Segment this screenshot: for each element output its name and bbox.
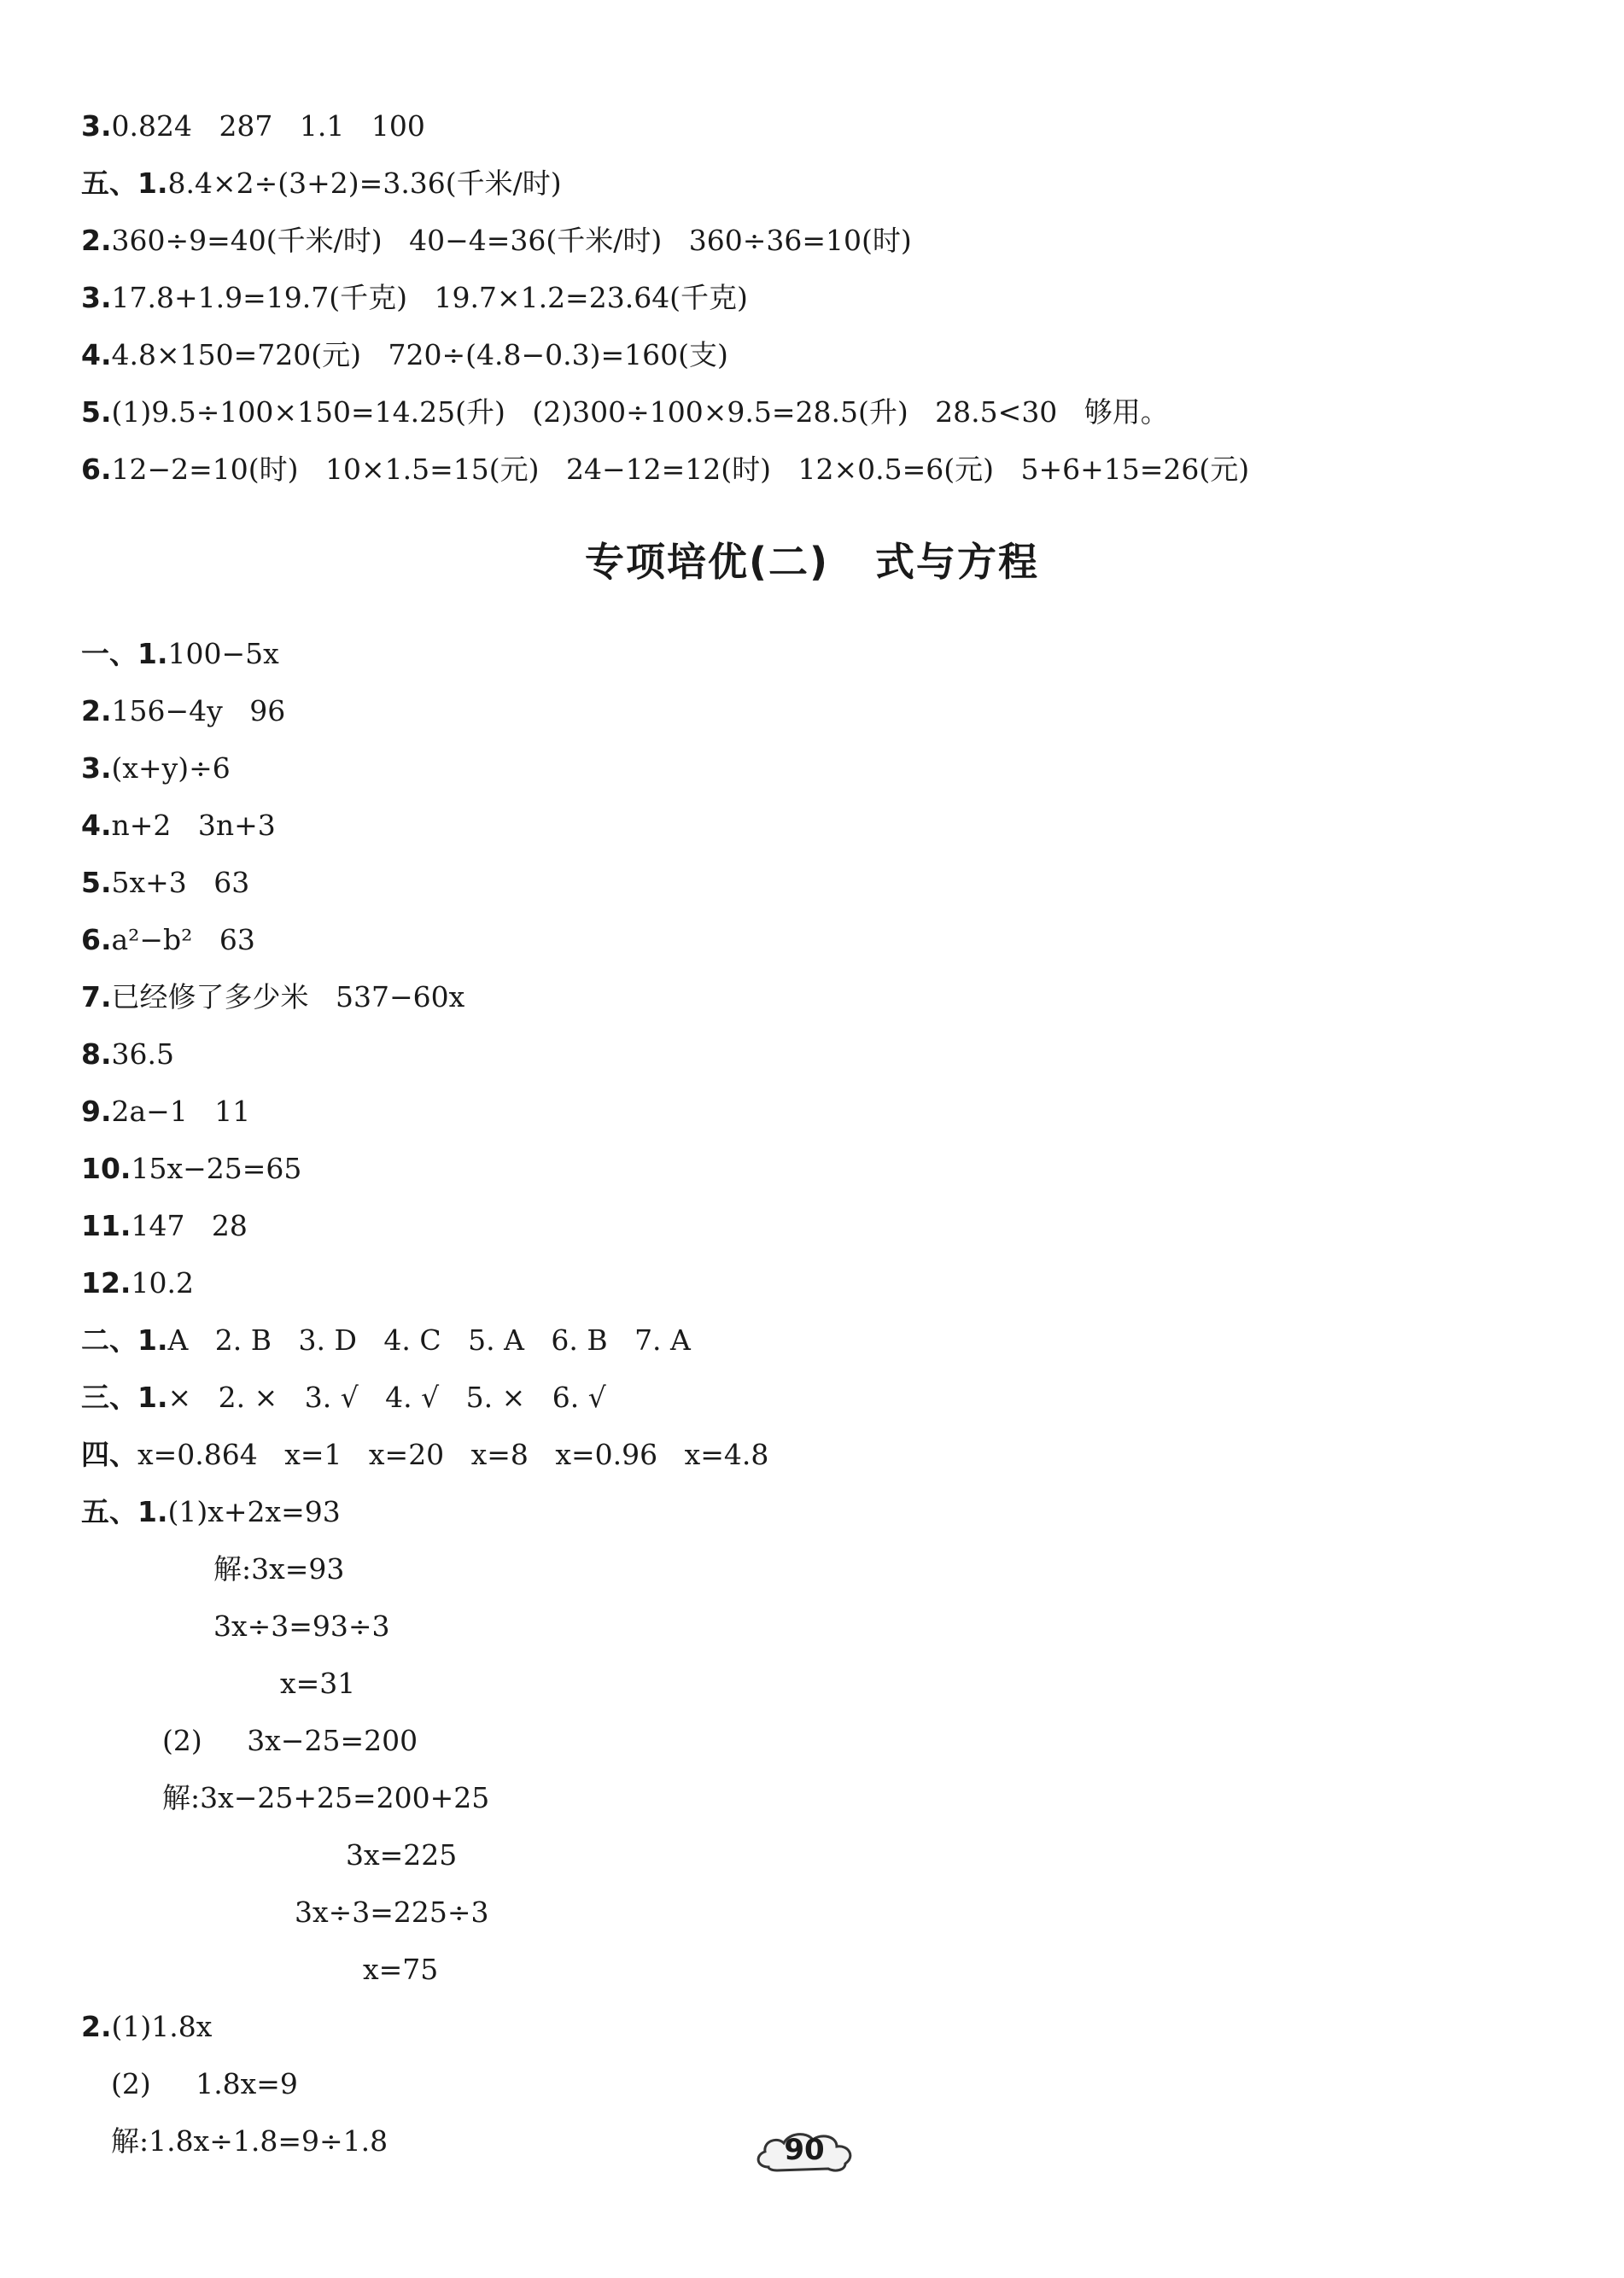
answer-line: 2.(1)1.8x (81, 2010, 213, 2043)
page-number: 90 (784, 2133, 825, 2167)
answer-line: 8.36.5 (81, 1037, 174, 1071)
answer-line: 3.0.824 287 1.1 100 (81, 109, 425, 143)
answer-line: 4.4.8×150=720(元) 720÷(4.8−0.3)=160(支) (81, 338, 728, 371)
answer-line: 一、1.100−5x (81, 637, 279, 670)
answer-line: 5.(1)9.5÷100×150=14.25(升) (2)300÷100×9.5=28.5(升) 28.5<30 够用。 (81, 395, 1169, 429)
solution-step: (2) 1.8x=9 (111, 2067, 298, 2100)
answer-line: 4.n+2 3n+3 (81, 809, 276, 842)
answer-line: 3.(x+y)÷6 (81, 751, 231, 785)
answer-line: 四、x=0.864 x=1 x=20 x=8 x=0.96 x=4.8 (81, 1438, 769, 1471)
answer-line: 二、1.A 2. B 3. D 4. C 5. A 6. B 7. A (81, 1323, 691, 1357)
answer-line: 五、1.(1)x+2x=93 (81, 1495, 341, 1528)
answer-line: 五、1.8.4×2÷(3+2)=3.36(千米/时) (81, 166, 562, 200)
answer-line: 10.15x−25=65 (81, 1152, 302, 1185)
section-title: 专项培优(二) 式与方程 (584, 539, 1040, 585)
answer-line: 2.156−4y 96 (81, 694, 286, 727)
answer-line: 3.17.8+1.9=19.7(千克) 19.7×1.2=23.64(千克) (81, 281, 748, 314)
solution-step: x=75 (363, 1953, 439, 1986)
solution-step: 3x=225 (346, 1838, 458, 1872)
answer-line: 6.a²−b² 63 (81, 923, 255, 956)
solution-step: 解:3x−25+25=200+25 (162, 1781, 490, 1814)
page-number-badge (751, 2126, 857, 2179)
solution-step: 3x÷3=93÷3 (213, 1609, 390, 1643)
answer-line: 7.已经修了多少米 537−60x (81, 980, 465, 1013)
answer-line: 2.360÷9=40(千米/时) 40−4=36(千米/时) 360÷36=10(时) (81, 224, 912, 257)
answer-line: 三、1.× 2. × 3. √ 4. √ 5. × 6. √ (81, 1381, 606, 1414)
answer-line: 5.5x+3 63 (81, 866, 250, 899)
solution-step: 解:3x=93 (213, 1552, 345, 1586)
solution-step: 3x÷3=225÷3 (295, 1895, 489, 1929)
solution-step: 解:1.8x÷1.8=9÷1.8 (111, 2124, 388, 2158)
answer-line: 9.2a−1 11 (81, 1095, 251, 1128)
answer-line: 6.12−2=10(时) 10×1.5=15(元) 24−12=12(时) 12×0.5=6(元) 5+6+15=26(元) (81, 453, 1250, 486)
answer-line: 12.10.2 (81, 1266, 194, 1300)
solution-step: (2) 3x−25=200 (162, 1724, 418, 1757)
answer-line: 11.147 28 (81, 1209, 248, 1242)
solution-step: x=31 (280, 1667, 356, 1700)
